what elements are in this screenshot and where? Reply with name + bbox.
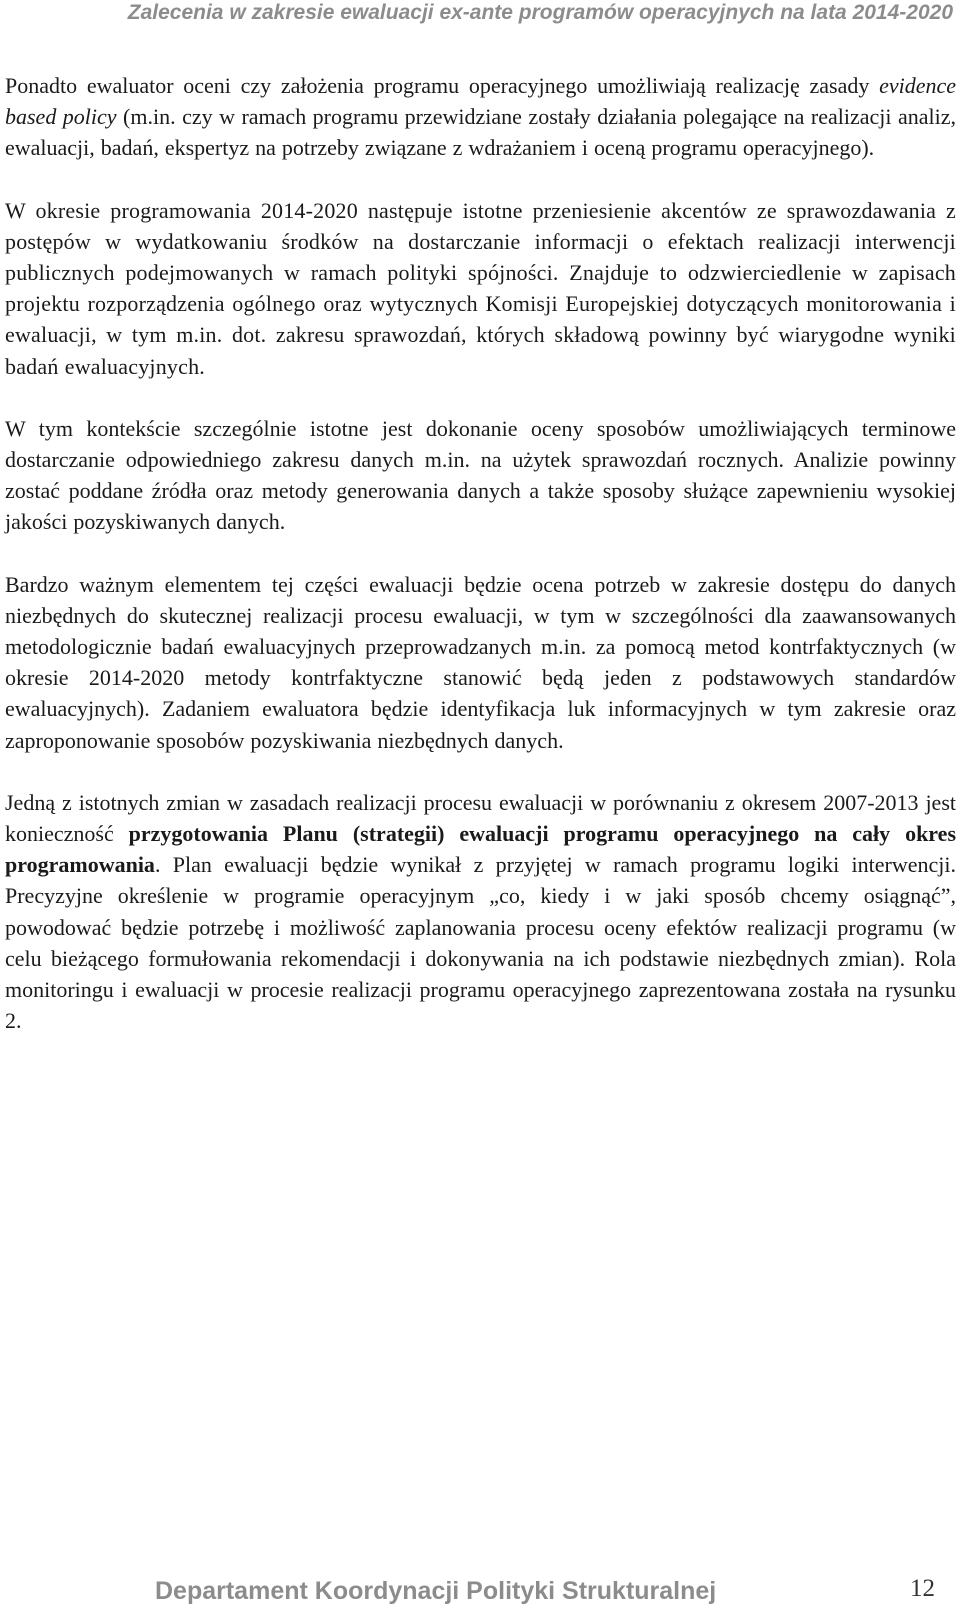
paragraph-evidence-based-policy xyxy=(5,70,956,164)
page-number: 12 xyxy=(910,1575,935,1602)
running-header: Zalecenia w zakresie ewaluacji ex-ante programów operacyjnych na lata 2014-2020 xyxy=(127,1,953,24)
paragraph-5-text-b: . Plan ewaluacji będzie wynikał z przyjętej w ramach programu logiki interwencji. Precyzyjne określenie w programie operacyjnym „co, kiedy i w jaki sposób chcemy osiągnąć”, powodować będzie potrzebę i możliwość zaplanowania procesu oceny efektów realizacji programu (w celu bieżącego formułowania rekomendacji i dokonywania na ich podstawie niezbędnych zmian). Rola monitoringu i ewaluacji w procesie realizacji programu operacyjnego zaprezentowana została na rysunku 2. xyxy=(5,852,956,1034)
document-body xyxy=(5,70,956,1067)
paragraph-1-italic: evidence based policy xyxy=(5,73,956,130)
footer-department: Departament Koordynacji Polityki Strukturalnej xyxy=(155,1577,717,1605)
paragraph-data-assessment: W tym kontekście szczególnie istotne jest dokonanie oceny sposobów umożliwiających terminowe dostarczanie odpowiedniego zakresu danych m.in. na użytek sprawozdań rocznych. Analizie powinny zostać poddane źródła oraz metody generowania danych a także sposoby służące zapewnieniu wysokiej jakości pozyskiwanych danych. xyxy=(5,415,956,535)
paragraph-1-text-b: (m.in. czy w ramach programu przewidziane zostały działania polegające na realizacji analiz, ewaluacji, badań, ekspertyz na potrzeby związane z wdrażaniem i oceną programu operacyjnego). xyxy=(5,104,956,161)
paragraph-data-access-needs: Bardzo ważnym elementem tej części ewaluacji będzie ocena potrzeb w zakresie dostępu do danych niezbędnych do skutecznej realizacji procesu ewaluacji, w tym w szczególności dla zaawansowanych metodologicznie badań ewaluacyjnych przeprowadzanych m.in. za pomocą metod kontrfaktycznych (w okresie 2014-2020 metody kontrfaktyczne stanowić będą jeden z podstawowych standardów ewaluacyjnych). Zadaniem ewaluatora będzie identyfikacja luk informacyjnych w tym zakresie oraz zaproponowanie sposobów pozyskiwania niezbędnych danych. xyxy=(5,571,956,753)
paragraph-1-text-a: Ponadto ewaluator oceni czy założenia programu operacyjnego umożliwiają realizację zasady xyxy=(5,73,880,98)
paragraph-5-bold: przygotowania Planu (strategii) ewaluacji programu operacyjnego na cały okres programowania xyxy=(5,821,956,878)
paragraph-programming-period: W okresie programowania 2014-2020 następuje istotne przeniesienie akcentów ze sprawozdawania z postępów w wydatkowaniu środków na dostarczanie informacji o efektach realizacji interwencji publicznych podejmowanych w ramach polityki spójności. Znajduje to odzwierciedlenie w zapisach projektu rozporządzenia ogólnego oraz wytycznych Komisji Europejskiej dotyczących monitorowania i ewaluacji, w tym m.in. dot. zakresu sprawozdań, których składową powinny być wiarygodne wyniki badań ewaluacyjnych. xyxy=(5,197,956,379)
paragraph-evaluation-plan xyxy=(5,787,956,1037)
paragraph-5-text-a: Jedną z istotnych zmian w zasadach realizacji procesu ewaluacji w porównaniu z okresem 2007-2013 jest konieczność xyxy=(5,789,956,847)
page-footer xyxy=(0,1557,960,1617)
